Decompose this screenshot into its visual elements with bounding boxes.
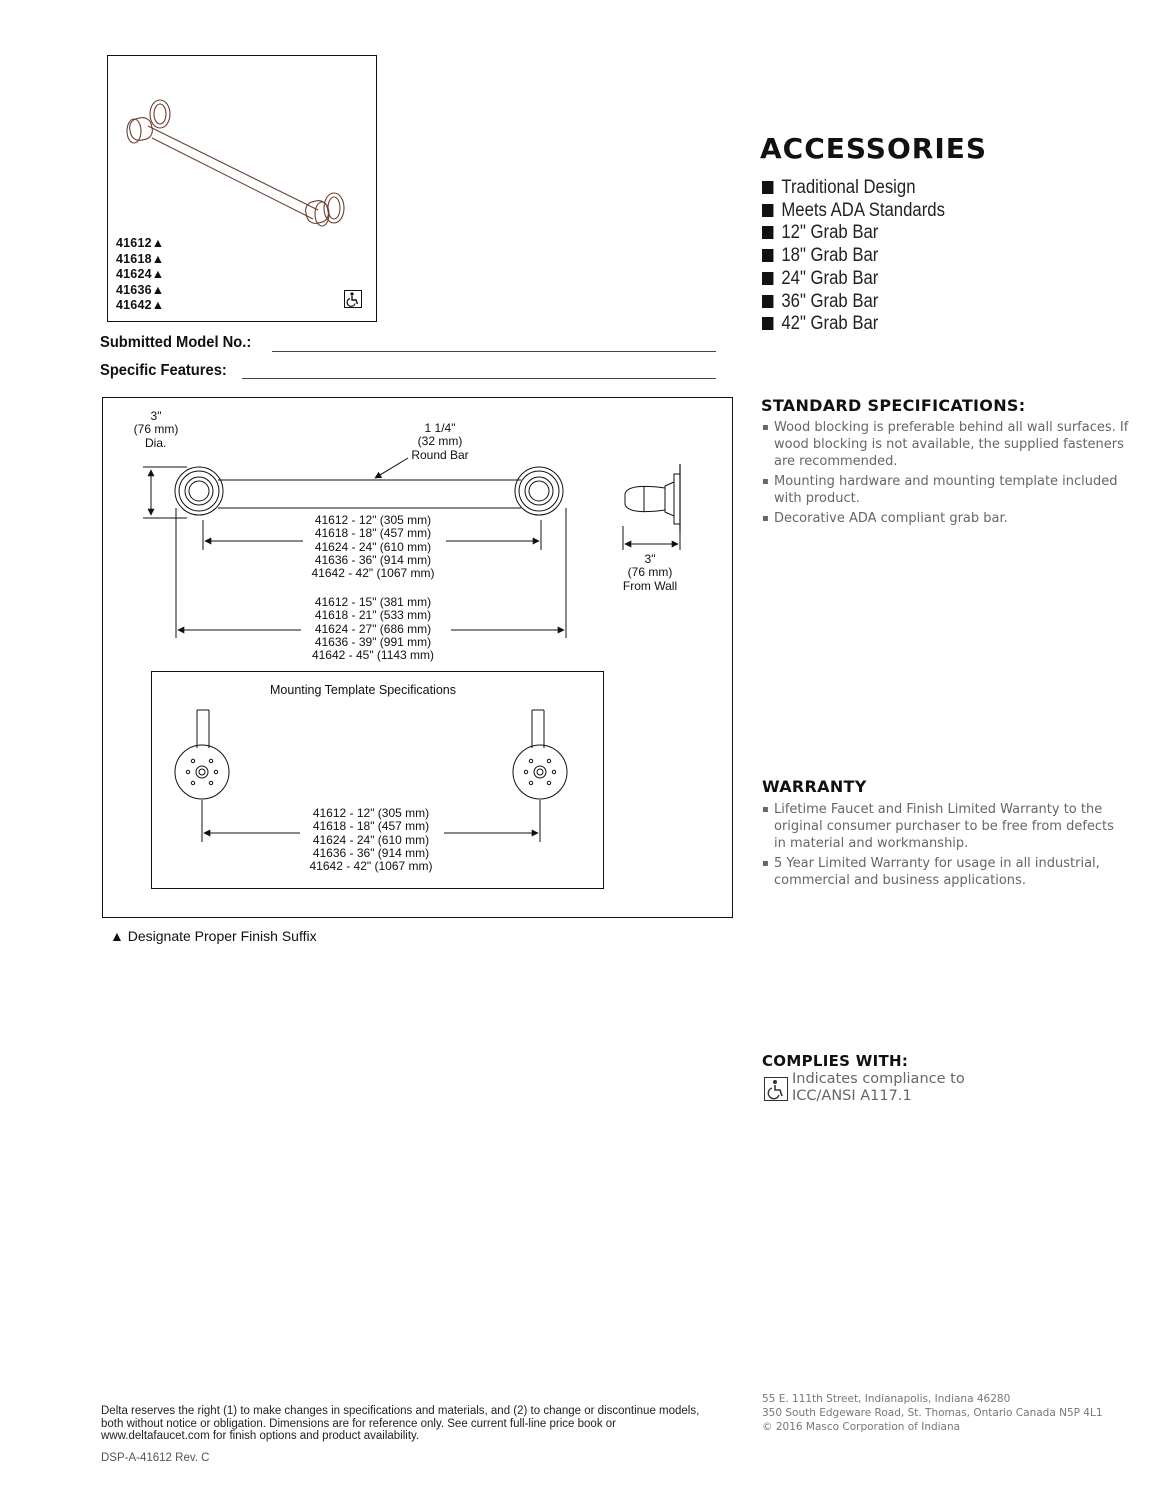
- mounting-template-title: Mounting Template Specifications: [270, 683, 456, 697]
- bullet-square-icon: [762, 226, 773, 239]
- warranty-list: [762, 801, 1122, 892]
- model-number-list: [116, 236, 164, 314]
- accessory-item: 36" Grab Bar: [762, 291, 945, 314]
- spec-item: ▪ Decorative ADA compliant grab bar.: [762, 510, 1132, 527]
- wheelchair-icon: [764, 1077, 788, 1101]
- standard-specs-title: STANDARD SPECIFICATIONS:: [761, 396, 1026, 415]
- inner-length-labels: 41612 - 12" (305 mm) 41618 - 18" (457 mm) 41624 - 24" (610 mm) 41636 - 36" (914 mm) 41642 - 42" (1067 mm): [311, 513, 435, 581]
- warranty-title: WARRANTY: [762, 777, 867, 796]
- model-number: 41618▲: [116, 251, 165, 266]
- warranty-item: ▪ Lifetime Faucet and Finish Limited Warranty to the original consumer purchaser to be free from defects in material and workmanship.: [762, 801, 1122, 852]
- template-length-labels: 41612 - 12" (305 mm) 41618 - 18" (457 mm) 41624 - 24" (610 mm) 41636 - 36" (914 mm) 41642 - 42" (1067 mm): [309, 806, 433, 874]
- accessory-item: 42" Grab Bar: [762, 313, 945, 336]
- model-number: 41612▲: [116, 236, 165, 250]
- bullet-square-icon: [762, 317, 773, 330]
- accessories-title: ACCESSORIES: [760, 132, 988, 165]
- bullet-square-icon: [762, 181, 773, 194]
- specific-features-label: Specific Features:: [100, 362, 227, 379]
- specific-features-field[interactable]: [242, 378, 716, 379]
- dimension-drawing-box: [102, 397, 733, 918]
- submitted-model-label: Submitted Model No.:: [100, 334, 252, 351]
- bullet-square-icon: [762, 272, 773, 285]
- warranty-item: ▪ 5 Year Limited Warranty for usage in all industrial, commercial and business applications.: [762, 855, 1122, 889]
- bullet-square-icon: [762, 249, 773, 262]
- accessories-list: [762, 177, 970, 336]
- model-number: 41636▲: [116, 282, 165, 297]
- standard-specs-list: [762, 419, 1132, 530]
- product-image-box: [107, 55, 377, 322]
- from-wall-label: 3" (76 mm) From Wall: [622, 552, 678, 593]
- model-number: 41642▲: [116, 298, 165, 312]
- model-number: 41624▲: [116, 267, 165, 281]
- complies-text: Indicates compliance to ICC/ANSI A117.1: [792, 1071, 965, 1104]
- bullet-square-icon: [762, 204, 773, 217]
- spec-item: ▪ Wood blocking is preferable behind all wall surfaces. If wood blocking is not available, the supplied fasteners are recommended.: [762, 419, 1132, 470]
- document-id: DSP-A-41612 Rev. C: [101, 1452, 210, 1464]
- outer-length-labels: 41612 - 15" (381 mm) 41618 - 21" (533 mm) 41624 - 27" (686 mm) 41636 - 39" (991 mm) 41642 - 45" (1143 mm): [311, 595, 435, 663]
- accessory-item: Traditional Design: [762, 177, 945, 200]
- spec-item: ▪ Mounting hardware and mounting template included with product.: [762, 473, 1132, 507]
- accessory-item: 24" Grab Bar: [762, 268, 945, 291]
- footer-address: 55 E. 111th Street, Indianapolis, Indiana 46280 350 South Edgeware Road, St. Thomas, Ontario Canada N5P 4L1 © 2016 Masco Corporation of Indiana: [762, 1393, 1103, 1433]
- accessory-item: 12" Grab Bar: [762, 222, 945, 245]
- finish-suffix-note: ▲ Designate Proper Finish Suffix: [110, 928, 317, 944]
- bullet-square-icon: [762, 295, 773, 308]
- round-bar-label: 1 1/4" (32 mm) Round Bar: [411, 421, 469, 462]
- accessory-item: 18" Grab Bar: [762, 245, 945, 268]
- mounting-template-box: [151, 671, 604, 889]
- footer-disclaimer: Delta reserves the right (1) to make changes in specifications and materials, and (2) to change or discontinue models, both without notice or obligation. Dimensions are for reference only. See current full-line price book or www.deltafaucet.com for finish options and product availability.: [101, 1405, 700, 1442]
- complies-title: COMPLIES WITH:: [762, 1052, 909, 1070]
- wheelchair-icon: [344, 290, 362, 308]
- diameter-label: 3" (76 mm) Dia.: [133, 409, 179, 450]
- submitted-model-field[interactable]: [272, 351, 716, 352]
- accessory-item: Meets ADA Standards: [762, 200, 945, 223]
